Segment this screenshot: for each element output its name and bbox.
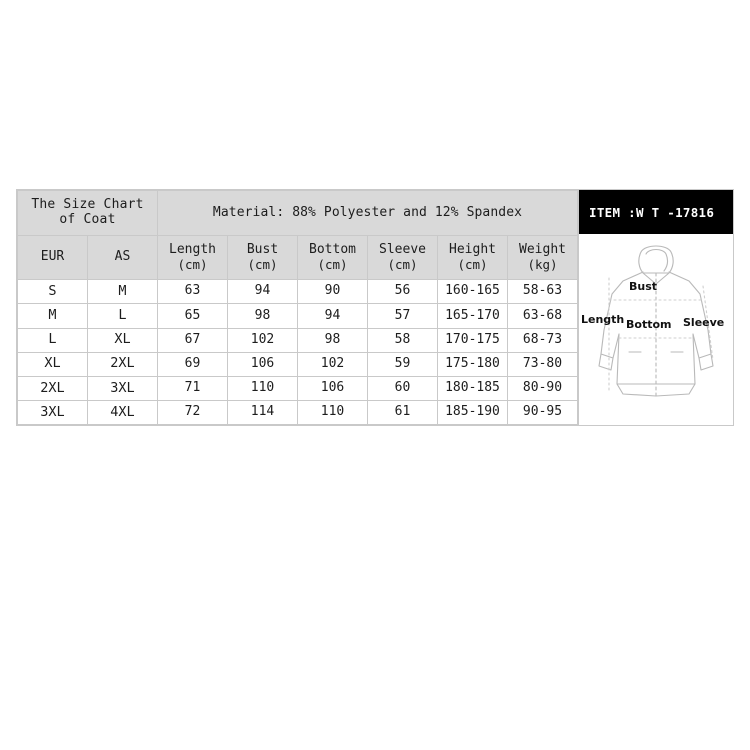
column-header-weight: [508, 236, 578, 280]
cell-as: M: [88, 280, 158, 304]
cell-length: 72: [158, 400, 228, 424]
table-row: [18, 400, 578, 424]
cell-bust: 102: [228, 328, 298, 352]
cell-weight: 58-63: [508, 280, 578, 304]
cell-height: 185-190: [438, 400, 508, 424]
cell-length: 69: [158, 352, 228, 376]
cell-as: 4XL: [88, 400, 158, 424]
cell-length: 63: [158, 280, 228, 304]
table-row: [18, 280, 578, 304]
figure-label-bust: Bust: [629, 280, 658, 293]
column-header-sleeve-label: Sleeve: [379, 242, 426, 258]
cell-sleeve: 56: [368, 280, 438, 304]
figure-label-length: Length: [581, 313, 625, 326]
size-chart-container: [16, 189, 734, 426]
column-header-as-label: AS: [114, 249, 131, 265]
figure-label-sleeve: Sleeve: [683, 316, 725, 329]
cell-height: 175-180: [438, 352, 508, 376]
column-header-bust-label: Bust: [246, 242, 279, 258]
column-header-eur-label: EUR: [40, 249, 65, 265]
cell-bottom: 106: [298, 376, 368, 400]
column-header-height-label: Height: [449, 242, 496, 258]
column-header-eur: [18, 236, 88, 280]
column-header-height: [438, 236, 508, 280]
column-header-bottom-label: Bottom: [309, 242, 356, 258]
cell-as: L: [88, 304, 158, 328]
cell-sleeve: 57: [368, 304, 438, 328]
cell-weight: 68-73: [508, 328, 578, 352]
table-row: [18, 328, 578, 352]
cell-sleeve: 59: [368, 352, 438, 376]
cell-bust: 110: [228, 376, 298, 400]
column-header-length: [158, 236, 228, 280]
cell-eur: M: [18, 304, 88, 328]
item-figure-block: [578, 189, 734, 426]
cell-bust: 114: [228, 400, 298, 424]
table-title-row: [18, 191, 578, 236]
cell-weight: 63-68: [508, 304, 578, 328]
column-header-as: [88, 236, 158, 280]
figure-label-bottom: Bottom: [626, 318, 672, 331]
column-header-height-unit: (cm): [457, 256, 488, 272]
column-header-bust: [228, 236, 298, 280]
cell-sleeve: 60: [368, 376, 438, 400]
size-table-block: [16, 189, 578, 426]
cell-eur: S: [18, 280, 88, 304]
chart-title: The Size Chart of Coat: [18, 191, 158, 236]
cell-bottom: 98: [298, 328, 368, 352]
cell-eur: 2XL: [18, 376, 88, 400]
cell-height: 160-165: [438, 280, 508, 304]
table-row: [18, 304, 578, 328]
cell-eur: L: [18, 328, 88, 352]
item-code-bar: [579, 190, 733, 234]
cell-length: 71: [158, 376, 228, 400]
column-header-length-label: Length: [169, 242, 216, 258]
cell-weight: 73-80: [508, 352, 578, 376]
cell-length: 67: [158, 328, 228, 352]
table-header-row: [18, 236, 578, 280]
column-header-weight-label: Weight: [519, 242, 566, 258]
column-header-bottom: [298, 236, 368, 280]
cell-eur: XL: [18, 352, 88, 376]
cell-as: 2XL: [88, 352, 158, 376]
cell-bust: 98: [228, 304, 298, 328]
cell-height: 165-170: [438, 304, 508, 328]
table-row: [18, 352, 578, 376]
cell-height: 170-175: [438, 328, 508, 352]
cell-bottom: 90: [298, 280, 368, 304]
cell-sleeve: 61: [368, 400, 438, 424]
column-header-weight-unit: (kg): [527, 256, 558, 272]
material-note: Material: 88% Polyester and 12% Spandex: [158, 191, 578, 236]
cell-weight: 90-95: [508, 400, 578, 424]
cell-bottom: 94: [298, 304, 368, 328]
cell-bottom: 110: [298, 400, 368, 424]
cell-as: XL: [88, 328, 158, 352]
cell-height: 180-185: [438, 376, 508, 400]
table-row: [18, 376, 578, 400]
cell-bust: 106: [228, 352, 298, 376]
cell-sleeve: 58: [368, 328, 438, 352]
cell-weight: 80-90: [508, 376, 578, 400]
cell-as: 3XL: [88, 376, 158, 400]
item-code-label: ITEM :W T -17816: [589, 204, 715, 220]
column-header-length-unit: (cm): [177, 256, 208, 272]
cell-bottom: 102: [298, 352, 368, 376]
cell-length: 65: [158, 304, 228, 328]
column-header-bottom-unit: (cm): [317, 256, 348, 272]
size-table: [17, 190, 578, 425]
cell-eur: 3XL: [18, 400, 88, 424]
cell-bust: 94: [228, 280, 298, 304]
column-header-bust-unit: (cm): [247, 256, 278, 272]
garment-diagram: [579, 234, 733, 425]
column-header-sleeve-unit: (cm): [387, 256, 418, 272]
column-header-sleeve: [368, 236, 438, 280]
